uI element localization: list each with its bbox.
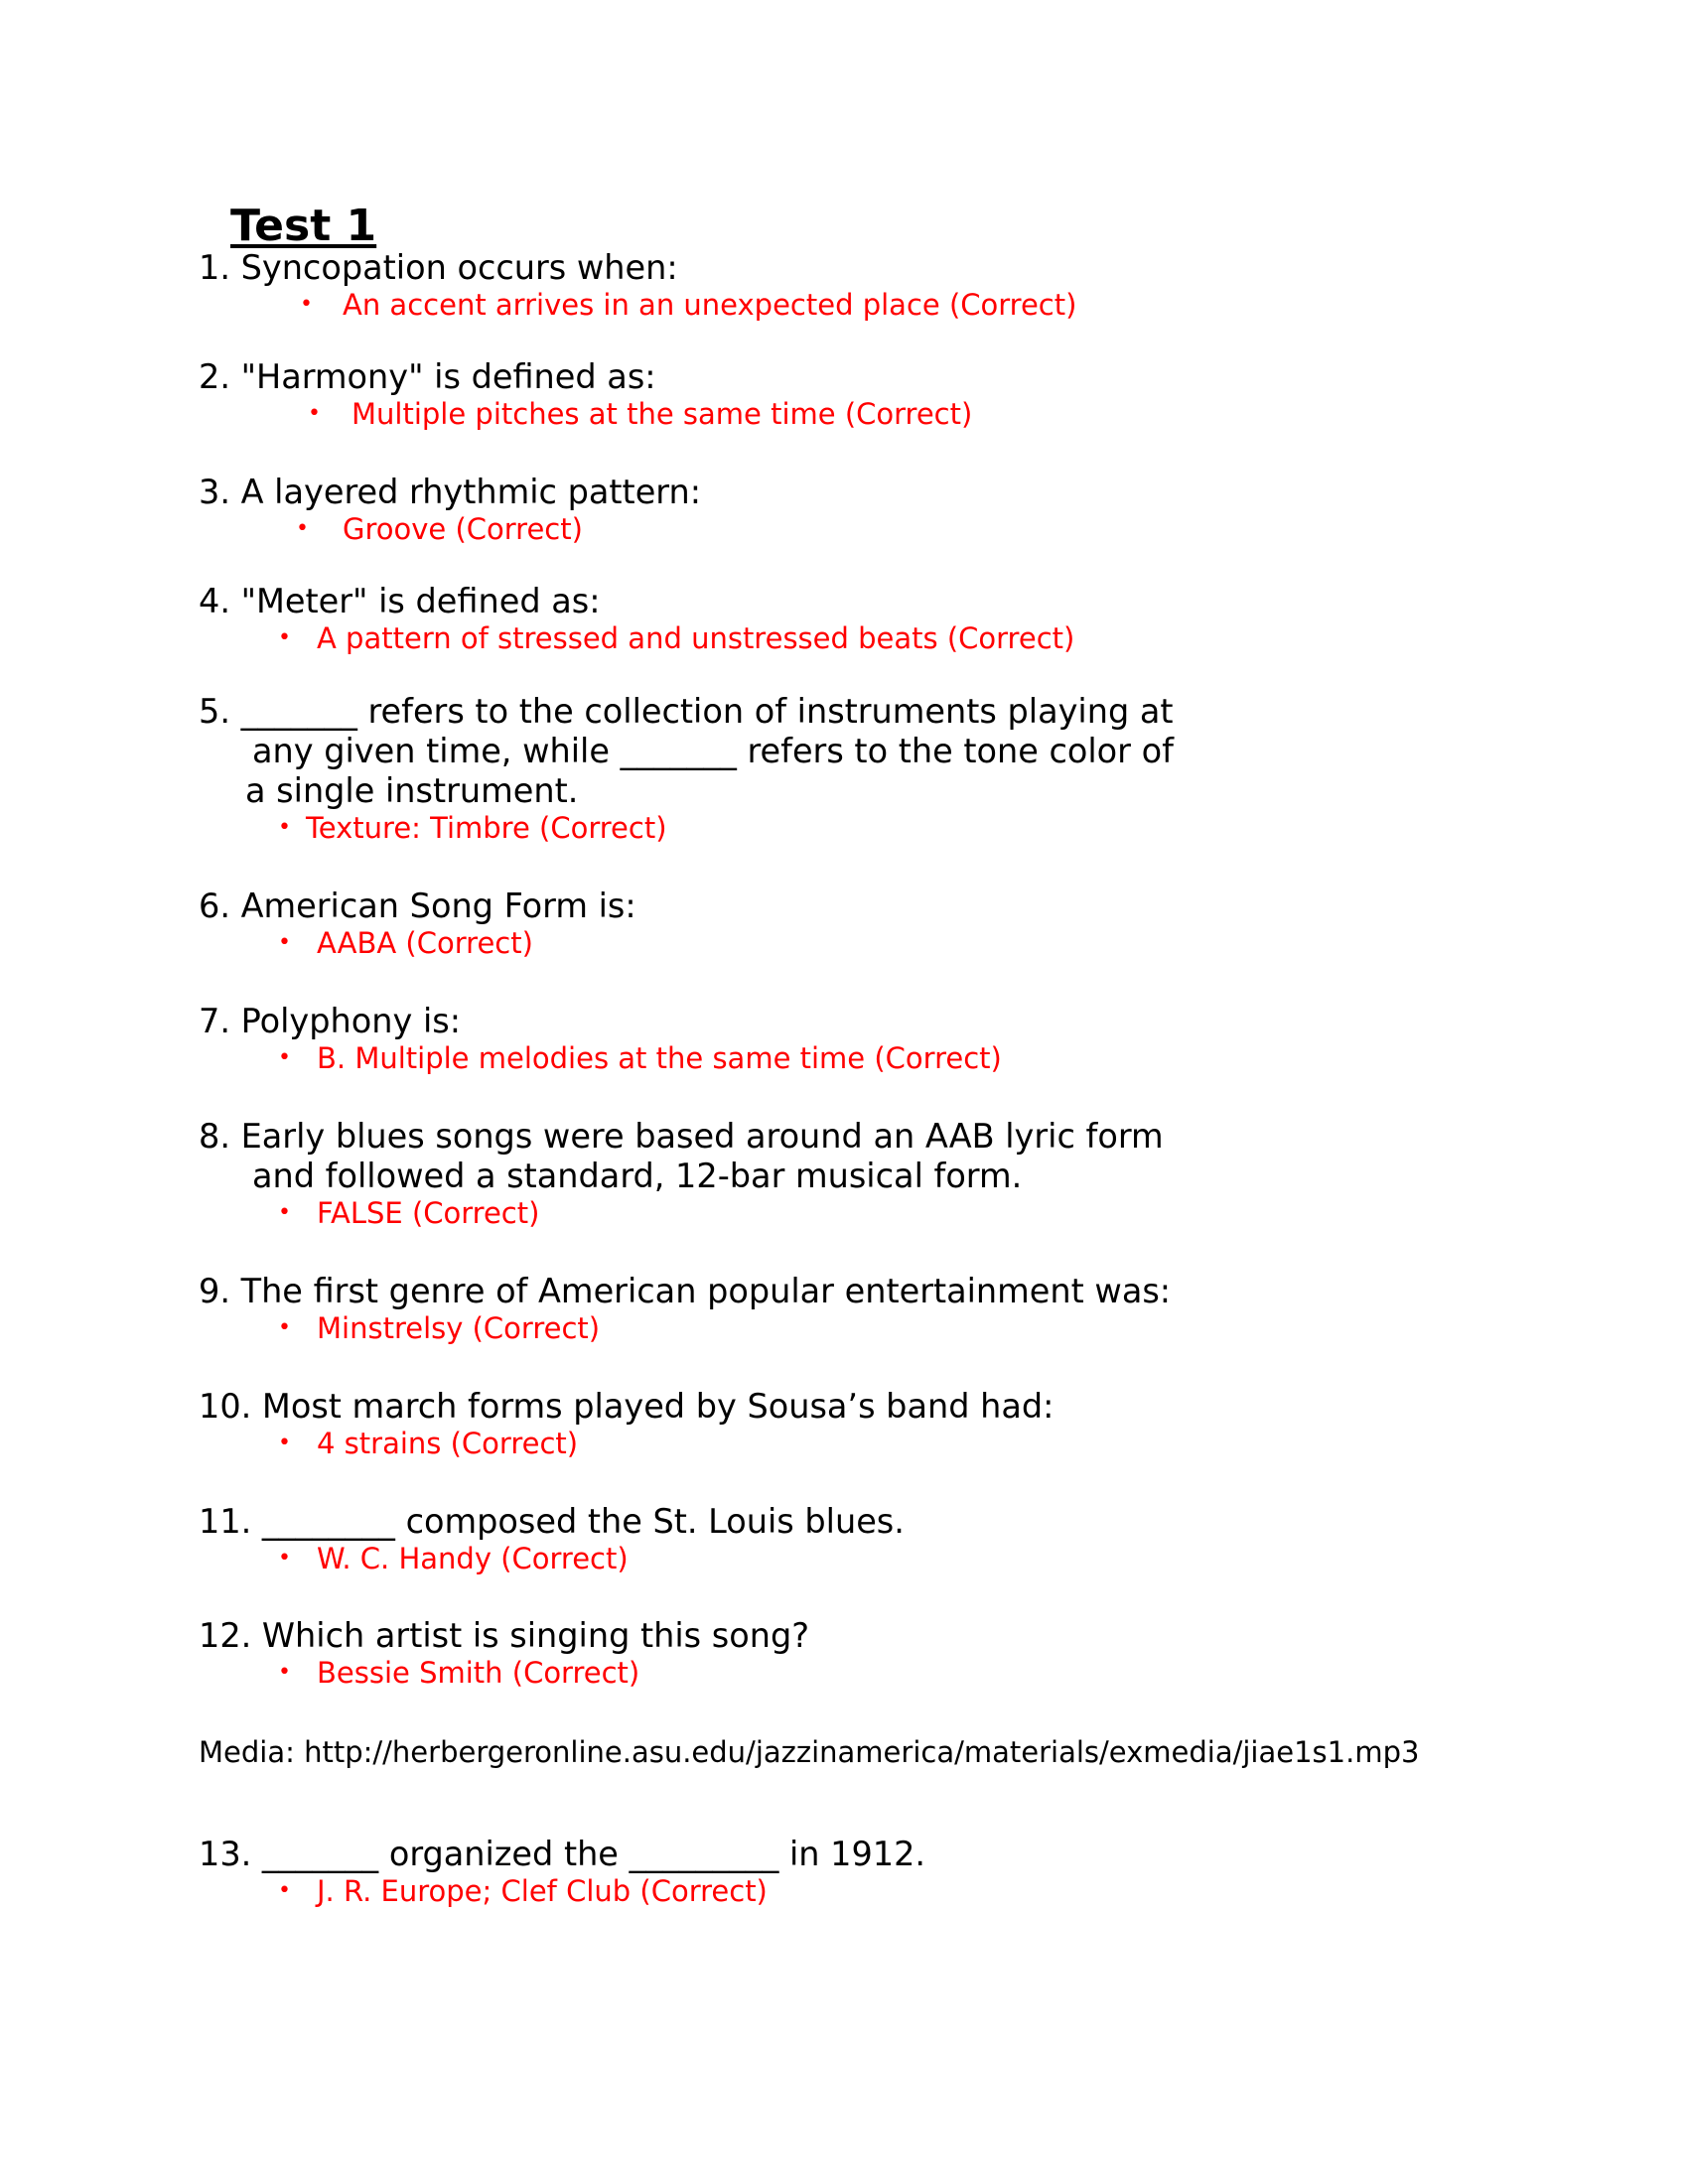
question-text: and followed a standard, 12-bar musical form. bbox=[252, 1157, 1023, 1195]
answer-text: FALSE (Correct) bbox=[317, 1196, 540, 1230]
bullet-icon: • bbox=[278, 1878, 291, 1903]
question-text: 4. "Meter" is defined as: bbox=[199, 582, 601, 620]
question-text: 1. Syncopation occurs when: bbox=[199, 248, 678, 287]
bullet-icon: • bbox=[278, 1546, 291, 1570]
question-text: 8. Early blues songs were based around an AAB lyric form bbox=[199, 1117, 1164, 1156]
question-text: 7. Polyphony is: bbox=[199, 1002, 461, 1040]
bullet-icon: • bbox=[300, 292, 313, 317]
answer-text: Bessie Smith (Correct) bbox=[317, 1656, 640, 1690]
bullet-icon: • bbox=[278, 625, 291, 650]
answer-text: AABA (Correct) bbox=[317, 926, 533, 960]
bullet-icon: • bbox=[278, 1431, 291, 1455]
answer-text: A pattern of stressed and unstressed beats (Correct) bbox=[317, 621, 1075, 655]
question-text: any given time, while _______ refers to the tone color of bbox=[252, 732, 1174, 770]
question-text: 3. A layered rhythmic pattern: bbox=[199, 473, 702, 511]
answer-text: Minstrelsy (Correct) bbox=[317, 1311, 601, 1345]
bullet-icon: • bbox=[278, 930, 291, 955]
answer-text: Texture: Timbre (Correct) bbox=[306, 811, 667, 845]
question-text: 2. "Harmony" is defined as: bbox=[199, 357, 656, 396]
question-text: 11. ________ composed the St. Louis blues. bbox=[199, 1502, 905, 1541]
bullet-icon: • bbox=[278, 1660, 291, 1685]
answer-text: B. Multiple melodies at the same time (Correct) bbox=[317, 1041, 1002, 1075]
question-text: a single instrument. bbox=[245, 771, 579, 810]
bullet-icon: • bbox=[308, 401, 321, 426]
answer-text: J. R. Europe; Clef Club (Correct) bbox=[317, 1874, 768, 1908]
answer-text: An accent arrives in an unexpected place (Correct) bbox=[343, 288, 1077, 322]
answer-text: Groove (Correct) bbox=[343, 512, 583, 546]
bullet-icon: • bbox=[278, 1200, 291, 1225]
answer-text: 4 strains (Correct) bbox=[317, 1427, 579, 1460]
page-title: Test 1 bbox=[230, 201, 377, 251]
question-text: 5. _______ refers to the collection of instruments playing at bbox=[199, 692, 1174, 731]
question-text: 6. American Song Form is: bbox=[199, 887, 636, 925]
question-text: 13. _______ organized the _________ in 1912. bbox=[199, 1835, 926, 1873]
bullet-icon: • bbox=[278, 1315, 291, 1340]
answer-text: W. C. Handy (Correct) bbox=[317, 1542, 629, 1575]
bullet-icon: • bbox=[278, 1045, 291, 1070]
media-link[interactable]: Media: http://herbergeronline.asu.edu/jazzinamerica/materials/exmedia/jiae1s1.mp3 bbox=[199, 1735, 1420, 1769]
answer-text: Multiple pitches at the same time (Correct) bbox=[352, 397, 973, 431]
bullet-icon: • bbox=[278, 815, 291, 840]
bullet-icon: • bbox=[296, 516, 309, 541]
question-text: 9. The first genre of American popular entertainment was: bbox=[199, 1272, 1172, 1310]
question-text: 12. Which artist is singing this song? bbox=[199, 1616, 809, 1655]
question-text: 10. Most march forms played by Sousa’s band had: bbox=[199, 1387, 1055, 1426]
